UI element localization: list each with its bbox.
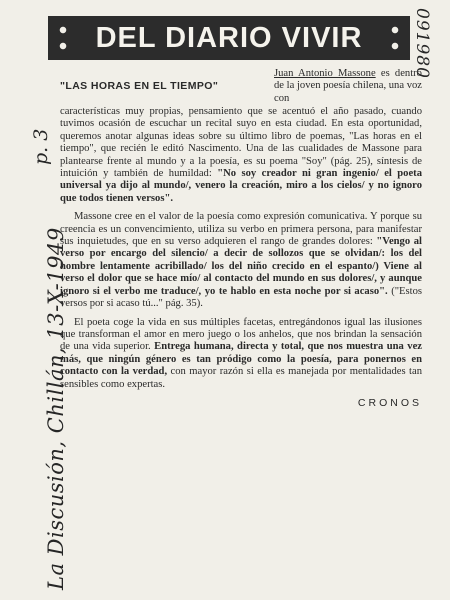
paragraph-2-text: Massone cree en el valor de la poesía como expresión comunicativa. Y porque su creencia es un convencimiento, utiliza su verbo en primera persona, para manifestar sus inquietudes, que en su verso adquieren el rango de grandes dolores: [60,211,422,248]
paragraph-3-text: El poeta coge la vida en sus múltiples facetas, entregándonos igual las ilusiones que transforman el amor en mero juego o los anhelos, que nos brindan la sensación de una vida superior. [60,316,422,353]
column-title: DEL DIARIO VIVIR [95,21,363,54]
paragraph-2 [60,211,422,310]
paragraph-3 [60,317,422,391]
handwritten-code-note: 091980 [412,8,432,79]
author-signature: CRONOS [357,396,422,409]
article-header [60,68,422,106]
masthead-banner [48,16,410,60]
paragraph-1-text: características muy propias, pensamiento que se acentuó el año pasado, cuando tuvimos ocasión de escuchar un recital suyo en esta ciudad. En esta oportunidad, queremos anotar algunas ideas sobre su último libro de poemas, "Las horas en el tiempo", que recién le editó Nascimento. Una de las cualidades de Massone para plantearse frente al mundo y a la poesía, es su poema "Soy" (pág. 25), síntesis de intuición y también de humildad: [60,106,422,180]
article-headline: "LAS HORAS EN EL TIEMPO" [60,80,219,92]
paragraph-3-emphasis: Entrega humana, directa y total, que nos muestra una vez más, que ningún género es tan pródigo como la poesía, para ponernos en contacto con la verdad, [60,341,422,378]
ornament-left-icon [56,22,70,54]
paragraph-2-quote: "Vengo al verso por encargo del silencio/ a decir de sollozos que se olvidan/: los del hombre lentamente acribillado/ los del niño crecido en el espanto/) Viene al verso el dolor que se hace mío/ al contacto del mundo en sus dolores/, y aunque ignoro si el verbo me traduce/, yo te hablo en esta noche por si acaso". [60,236,422,297]
paragraph-1 [60,106,422,205]
paragraph-3-end: con mayor razón si ella es manejada por mentalidades tan sensibles como expertas. [60,366,422,390]
handwritten-page-note: p. 3 [30,128,52,165]
author-name: Juan Antonio Massone [274,68,376,79]
paragraph-2-citation: ("Estos versos por si acaso tú..." pág. 35). [60,285,422,310]
paragraph-1-quote: "No soy creador ni gran ingenio/ el poeta universal ya dijo al mundo/, venero la creación, miro a los cielos/ y no ignoro que todos tienen versos". [60,168,422,204]
author-intro [274,68,422,105]
ornament-right-icon [388,22,402,54]
handwritten-source-note: La Discusión, Chillán, 13-X-1949 [44,227,68,590]
author-intro-text: es dentro de la joven poesía chilena, una voz con [274,68,422,104]
article-body [60,68,422,409]
